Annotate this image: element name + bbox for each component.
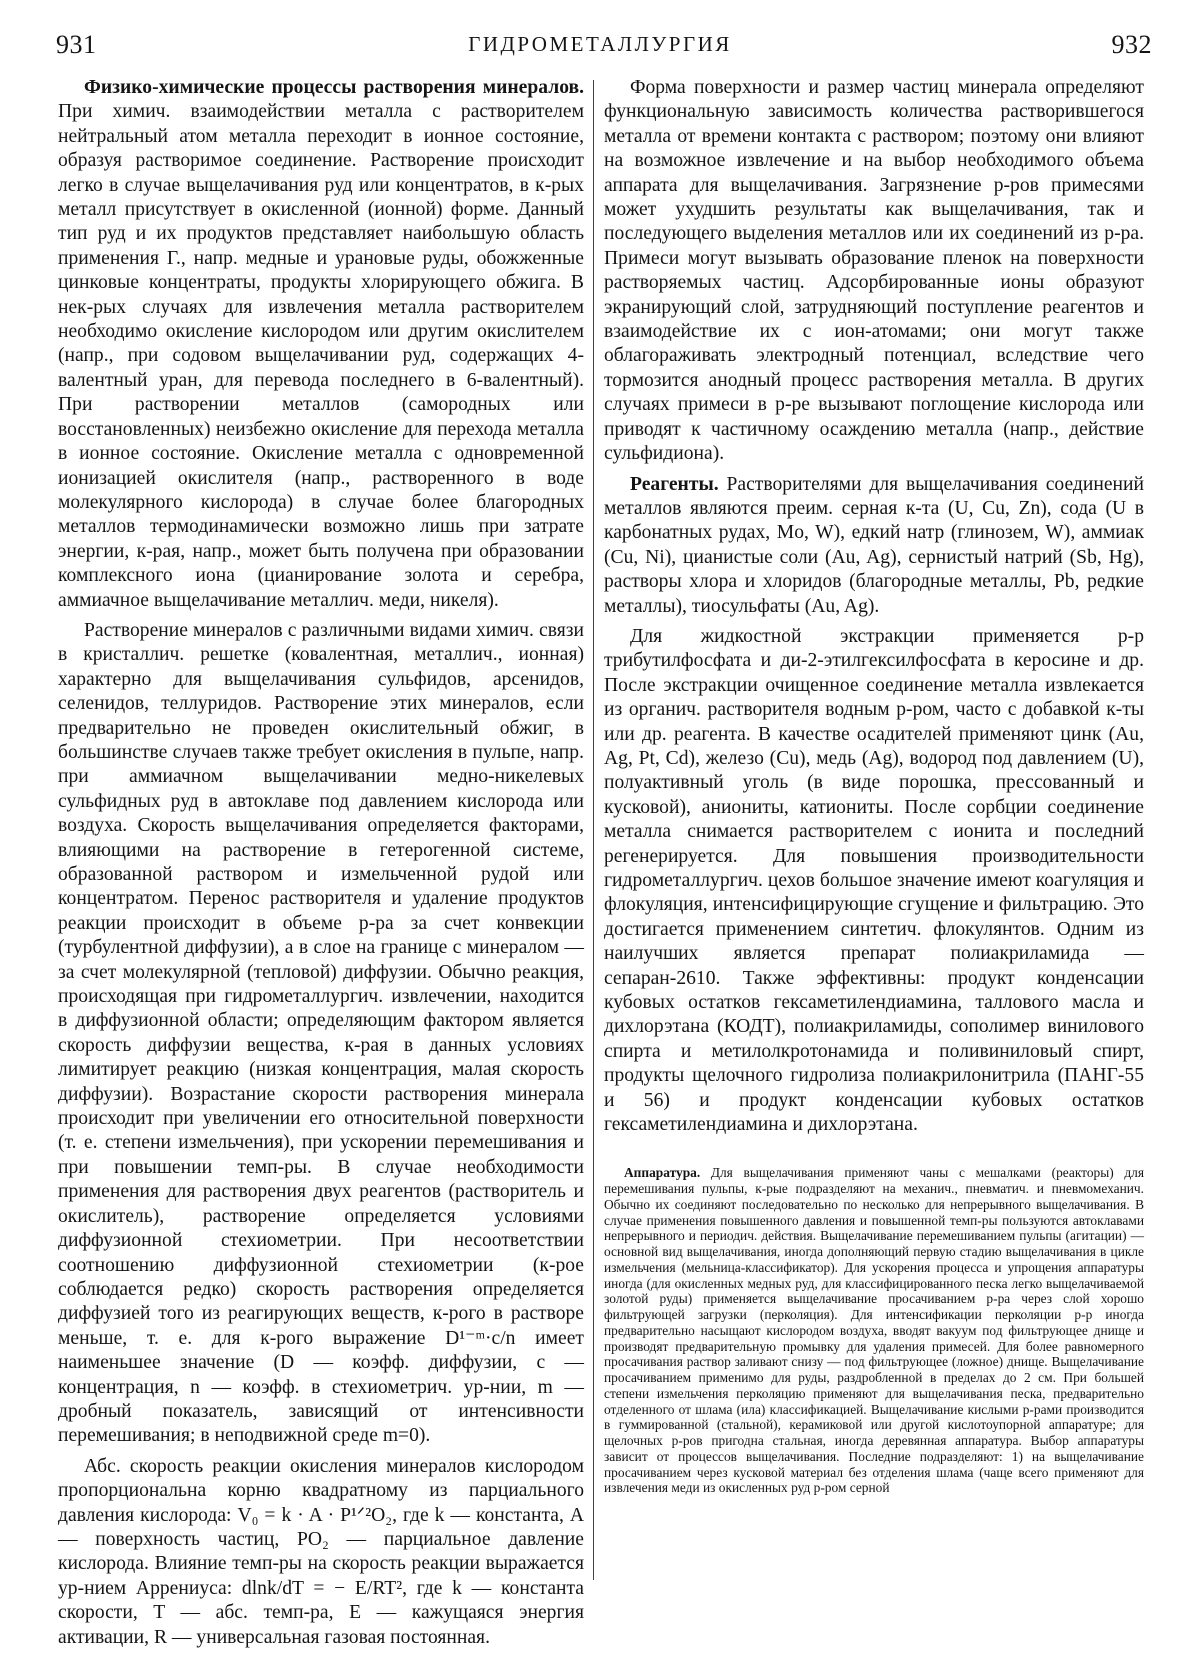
- column-divider: [593, 80, 594, 1580]
- paragraph: [604, 473, 1144, 619]
- paragraph: [58, 619, 584, 1449]
- paragraph: [58, 1455, 584, 1650]
- right-page-number: 932: [1111, 30, 1152, 59]
- right-column: [604, 76, 1144, 1496]
- paragraph: [58, 76, 584, 613]
- small-print-paragraph: [604, 1165, 1144, 1496]
- left-column: [58, 76, 584, 1656]
- left-page-number: 931: [56, 30, 97, 59]
- paragraph-text: Абс. скорость реакции окисления минералов кислородом пропорциональна корню квадратному из парциального давления кислорода: V₀ = k · A · P¹ᐟ²O₂, где k — константа, A — поверхность частиц, PO₂ — парциальное давление кислорода. Влияние темп-ры на скорость реакции выражается ур-нием Аррениуса: dlnk/dT = − E/RT², где k — константа скорости, T — абс. темп-ра, E — кажущаяся энергия активации, R — универсальная газовая постоянная.: [58, 1455, 584, 1648]
- section-gap: [604, 1143, 1144, 1165]
- paragraph-text: Для жидкостной экстракции применяется р-р трибутилфосфата и ди-2-этилгексилфосфата в керосине и др. После экстракции очищенное соединение металла извлекается из органич. растворителя водным р-ром, часто с добавкой к-ты или др. реагента. В качестве осадителей применяют цинк (Au, Ag, Pt, Cd), железо (Cu), медь (Ag), водород под давлением (U), полуактивный уголь (в виде порошка, прессованный и кусковой), аниониты, катиониты. После сорбции соединение металла снимается растворителем с ионита и последний регенерируется. Для повышения производительности гидрометаллургич. цехов большое значение имеют коагуляция и флокуляция, интенсифицирующие сгущение и фильтрацию. Это достигается применением синтетич. флокулянтов. Одним из наилучших является препарат полиакриламида — сепаран-2610. Также эффективны: продукт конденсации кубовых остатков гексаметилендиамина, таллового масла и дихлорэтана (КОДТ), полиакриламиды, сополимер винилового спирта и метилолкротонамида и поливиниловый спирт, продукты щелочного гидролиза полиакрилонитрила (ПАНГ-55 и 56) и продукт конденсации кубовых остатков гексаметилендиамина и дихлорэтана.: [604, 625, 1144, 1136]
- paragraph-heading: Аппаратура.: [624, 1165, 701, 1181]
- paragraph-text: Для выщелачивания применяют чаны с мешалками (реакторы) для перемешивания пульпы, к-рые подразделяют на механич., пневматич. и пневмомеханич. Обычно их соединяют последовательно по несколько для непрерывного выщелачивания. В случае применения повышенного давления и повышенной темп-ры пользуются автоклавами непрерывного и периодич. действия. Выщелачивание перемешиванием пульпы (агитации) — основной вид выщелачивания, иногда дополняющий первую стадию выщелачивания в цикле измельчения (мельница-классификатор). Для ускорения процесса и упрощения аппаратуры иногда (для окисленных медных руд, для классифицированного песка легко выщелачиваемой золотой руды) применяется выщелачивание просачиванием р-ра через слой хорошо фильтрующей загрузки (перколяция). Для интенсификации перколяции р-р иногда предварительно насыщают кислородом воздуха, вводят вакуум под фильтрующее днище и производят предварительную промывку для удаления примесей. Для более равномерного просачивания раствор заливают снизу — под фильтрующее (ложное) днище. Выщелачивание просачиванием применимо для руды, раздробленной в пределах до 2 см. При большей степени измельчения перколяцию применяют для выщелачивания песка, предварительно отделенного от шлама (ила) классификацией. Выщелачивание кислыми р-рами производится в гуммированной (стальной), керамиковой или другой кислотоупорной аппаратуре; для щелочных р-ров пригодна стальная, иногда деревянная аппаратура. Выбор аппаратуры зависит от процессов выщелачивания. Последние подразделяют: 1) на выщелачивание просачиванием через кусковой материал без отделения шлама (чаще всего применяют для извлечения меди из окисленных руд р-ром серной: [604, 1165, 1144, 1496]
- running-title: ГИДРОМЕТАЛЛУРГИЯ: [468, 32, 732, 56]
- paragraph: [604, 625, 1144, 1138]
- paragraph-text: При химич. взаимодействии металла с растворителем нейтральный атом металла переходит в ионное состояние, образуя растворимое соединение. Растворение происходит легко в случае выщелачивания руд или концентратов, в к-рых металл присутствует в окисленной (ионной) форме. Данный тип руд и их продуктов представляет наибольшую область применения Г., напр. медные и урановые руды, обожженные цинковые концентраты, продукты хлорирующего обжига. В нек-рых случаях для извлечения металла растворителем необходимо окисление кислородом или другим окислителем (напр., при содовом выщелачивании руд, содержащих 4-валентный уран, для перевода последнего в 6-валентный). При растворении металлов (самородных или восстановленных) неизбежно окисление для перехода металла в ионное состояние. Окисление металла с одновременной ионизацией окислителя (напр., растворенного в воде молекулярного кислорода) в случае более благородных металлов термодинамически возможно лишь при затрате энергии, к-рая, напр., может быть получена при образовании комплексного иона (цианирование золота и серебра, аммиачное выщелачивание металлич. меди, никеля).: [58, 101, 584, 611]
- paragraph-heading: Физико-химические процессы растворения минералов.: [84, 77, 584, 98]
- paragraph-heading: Реагенты.: [630, 473, 719, 495]
- paragraph: [604, 76, 1144, 467]
- paragraph-text: Форма поверхности и размер частиц минерала определяют функциональную зависимость количества растворившегося металла от времени контакта с раствором; поэтому они влияют на возможное извлечение и на выбор необходимого объема аппарата для выщелачивания. Загрязнение р-ров примесями может ухудшить результаты как выщелачивания, так и последующего выделения металлов или их соединений из р-ра. Примеси могут вызывать образование пленок на поверхности растворяемых частиц. Адсорбированные ионы образуют экранирующий слой, затрудняющий поступление реагентов и взаимодействие их с ион-атомами; они могут также облагораживать электродный потенциал, вследствие чего тормозится анодный процесс растворения металла. В других случаях примеси в р-ре вызывают поглощение кислорода или приводят к частичному осаждению металла (напр., действие сульфидиона).: [604, 77, 1144, 465]
- paragraph-text: Растворителями для выщелачивания соединений металлов являются преим. серная к-та (U, Cu, Zn), сода (U в карбонатных рудах, Mo, W), едкий натр (глинозем, W), аммиак (Cu, Ni), цианистые соли (Au, Ag), сернистый натрий (Sb, Hg), растворы хлора и хлоридов (благородные металлы, Pb, редкие металлы), тиосульфаты (Au, Ag).: [604, 473, 1144, 617]
- paragraph-text: Растворение минералов с различными видами химич. связи в кристаллич. решетке (ковалентная, металлич., ионная) характерно для выщелачивания сульфидов, арсенидов, селенидов, теллуридов. Растворение этих минералов, если предварительно не проведен окислительный обжиг, в большинстве случаев также требует окисления в пульпе, напр. при аммиачном выщелачивании медно-никелевых сульфидных руд в автоклаве под давлением кислорода или воздуха. Скорость выщелачивания определяется факторами, влияющими на растворение в гетерогенной системе, образованной раствором и измельченной рудой или концентратом. Перенос растворителя и удаление продуктов реакции происходит в объеме р-ра за счет конвекции (турбулентной диффузии), а в слое на границе с минералом — за счет молекулярной (тепловой) диффузии. Обычно реакция, происходящая при гидрометаллургич. извлечении, находится в диффузионной области; определяющим фактором является скорость диффузии вещества, к-рая в данных условиях лимитирует реакцию (низкая концентрация, малая скорость диффузии). Возрастание скорости растворения минерала происходит при увеличении его относительной поверхности (т. е. степени измельчения), при ускорении перемешивания и при повышении темп-ры. В случае необходимости применения для растворения двух реагентов (растворитель и окислитель), растворение определяется условиями диффузионной стехиометрии. При несоответствии соотношению диффузионной стехиометрии (к-рое соблюдается редко) скорость растворения определяется диффузией того из реагирующих веществ, к-рого в растворе меньше, т. е. для к-рого выражение D¹⁻ᵐ·c/n имеет наименьшее значение (D — коэфф. диффузии, c — концентрация, n — коэфф. в стехиометрич. ур-нии, m — дробный показатель, зависящий от интенсивности перемешивания; в неподвижной среде m=0).: [58, 619, 584, 1447]
- page-header: [0, 30, 1200, 64]
